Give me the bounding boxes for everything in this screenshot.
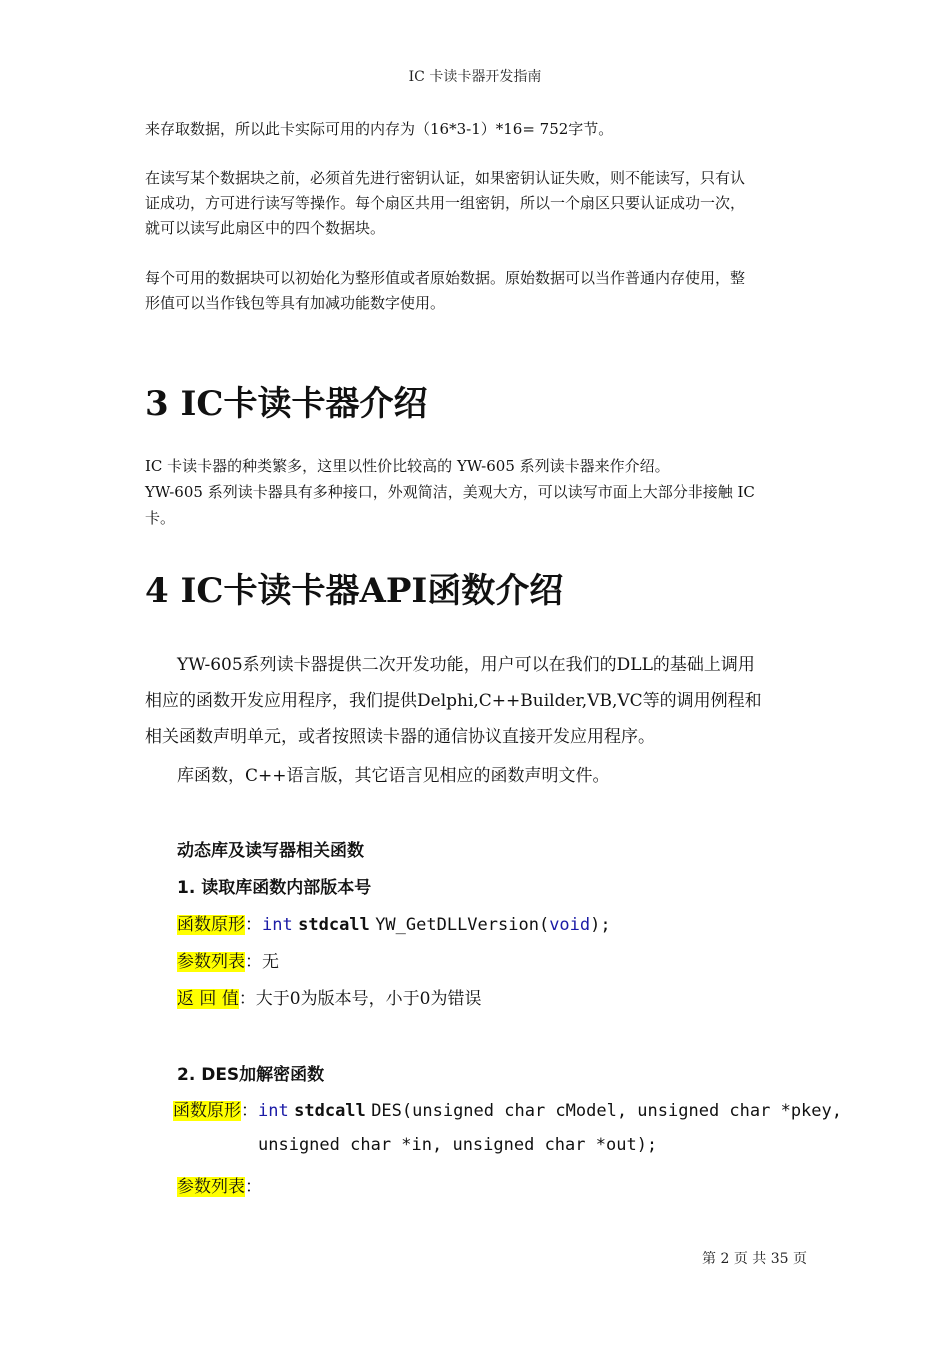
paragraph-line: 就可以读写此扇区中的四个数据块。 — [145, 219, 386, 237]
label-colon: ： — [245, 1177, 262, 1197]
prototype-label: 函数原形 — [177, 915, 245, 935]
param-list — [177, 1172, 262, 1197]
paragraph-line: YW-605 系列读卡器具有多种接口，外观简洁，美观大方，可以读写市面上大部分非接触 IC — [145, 483, 755, 501]
paragraph-line: IC 卡读卡器的种类繁多，这里以性价比较高的 YW-605 系列读卡器来作介绍。 — [145, 457, 670, 475]
calling-convention: stdcall — [294, 1101, 366, 1121]
paragraph-line: 卡。 — [145, 509, 176, 527]
section-heading: 3 IC卡读卡器介绍 — [145, 384, 428, 424]
paragraph-line: YW-605系列读卡器提供二次开发功能，用户可以在我们的DLL的基础上调用 — [177, 655, 755, 675]
paragraph-line: 形值可以当作钱包等具有加减功能数字使用。 — [145, 294, 446, 312]
paragraph-line: 在读写某个数据块之前，必须首先进行密钥认证，如果密钥认证失败，则不能读写，只有认 — [145, 169, 746, 187]
paragraph-line: 库函数，C++语言版，其它语言见相应的函数声明文件。 — [177, 766, 610, 786]
return-label: 返 回 值 — [177, 989, 239, 1009]
return-type: int — [262, 915, 293, 935]
function-title: 2. DES加解密函数 — [177, 1065, 325, 1085]
running-header: IC 卡读卡器开发指南 — [408, 69, 542, 85]
paragraph-line: 每个可用的数据块可以初始化为整形值或者原始数据。原始数据可以当作普通内存使用，整 — [145, 269, 746, 287]
function-signature-continued: unsigned char *in, unsigned char *out); — [258, 1135, 658, 1155]
prototype-label: 函数原形 — [173, 1101, 241, 1121]
label-colon: ： — [241, 1101, 258, 1121]
section-heading: 4 IC卡读卡器API函数介绍 — [145, 571, 564, 611]
paragraph-line: 相应的函数开发应用程序，我们提供Delphi,C++Builder,VB,VC等的调用例程和 — [145, 691, 762, 711]
return-type: int — [258, 1101, 289, 1121]
prototype-end: ); — [590, 915, 611, 935]
calling-convention: stdcall — [298, 915, 370, 935]
function-name: YW_GetDLLVersion( — [375, 915, 550, 935]
paragraph-line: 证成功，方可进行读写等操作。每个扇区共用一组密钥，所以一个扇区只要认证成功一次， — [145, 194, 746, 212]
return-value — [177, 984, 481, 1009]
function-title: 1. 读取库函数内部版本号 — [177, 878, 372, 898]
label-colon: ： — [245, 915, 262, 935]
param-list — [177, 947, 279, 972]
function-prototype — [173, 1096, 842, 1121]
subsection-heading: 动态库及读写器相关函数 — [177, 841, 364, 861]
params-value: ：无 — [245, 952, 279, 972]
return-text: ：大于0为版本号，小于0为错误 — [238, 989, 482, 1009]
params-label: 参数列表 — [177, 952, 245, 972]
function-prototype — [177, 910, 611, 935]
function-signature: DES(unsigned char cModel, unsigned char *pkey, — [371, 1101, 842, 1121]
params-label: 参数列表 — [177, 1177, 245, 1197]
param-type: void — [549, 915, 591, 935]
paragraph-line: 相关函数声明单元，或者按照读卡器的通信协议直接开发应用程序。 — [145, 727, 655, 747]
intro-line: 来存取数据，所以此卡实际可用的内存为（16*3-1）*16= 752字节。 — [145, 120, 614, 138]
page-number: 第 2 页 共 35 页 — [702, 1251, 807, 1267]
